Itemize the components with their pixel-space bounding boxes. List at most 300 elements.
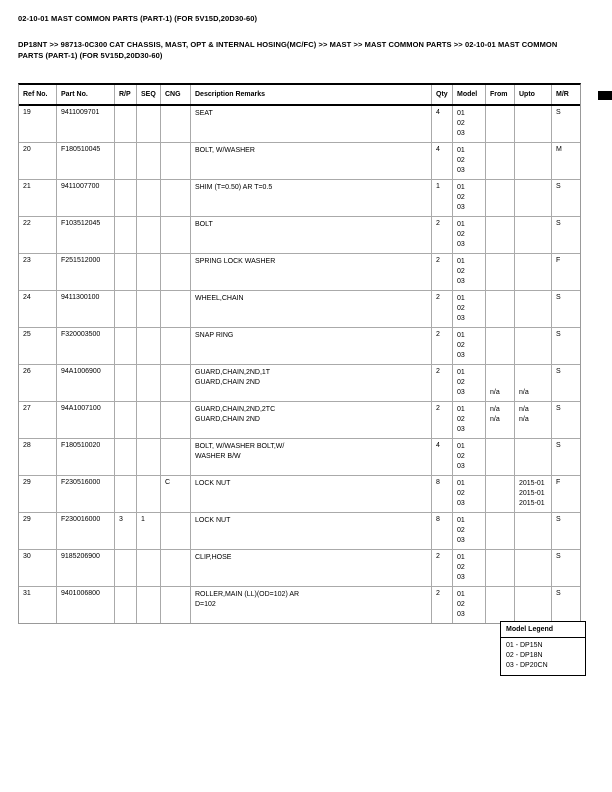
cell-qty: 4 (432, 439, 453, 475)
cell-from (486, 365, 515, 401)
cell-line: 03 (457, 241, 465, 248)
cell-upto (515, 254, 552, 290)
cell-mr: S (556, 590, 561, 597)
cell-line: 03 (457, 611, 465, 618)
cell-line: 03 (457, 537, 465, 544)
cell-seq (137, 254, 161, 290)
cell-cng (161, 550, 191, 586)
cell-line (490, 119, 511, 129)
cell-line: 01 (457, 443, 465, 450)
cell-from (486, 217, 515, 253)
model-legend-items (501, 638, 585, 675)
header-ref: Ref No. (19, 85, 57, 104)
cell-seq: 1 (137, 513, 161, 549)
cell-line: BOLT (195, 221, 213, 228)
cell-line: 2015-01 (519, 480, 545, 487)
cell-line: 01 (457, 184, 465, 191)
cell-seq (137, 439, 161, 475)
cell-model (453, 291, 486, 327)
cell-line (490, 230, 511, 240)
cell-ref: 20 (19, 143, 57, 179)
cell-line (490, 610, 511, 620)
cell-qty: 2 (432, 587, 453, 623)
cell-from (486, 254, 515, 290)
cell-rp (115, 365, 137, 401)
cell-line: 03 (457, 574, 465, 581)
cell-mr: S (556, 442, 561, 449)
cell-model (453, 143, 486, 179)
cell-qty: 8 (432, 513, 453, 549)
header-qty: Qty (432, 85, 453, 104)
cell-line (519, 257, 548, 267)
cell-line: 02 (457, 231, 465, 238)
cell-desc (191, 180, 432, 216)
cell-line: 03 (457, 315, 465, 322)
cell-line: D=102 (195, 601, 216, 608)
cell-rp (115, 180, 137, 216)
cell-line: 01 (457, 480, 465, 487)
cell-line (519, 331, 548, 341)
cell-line: 01 (457, 554, 465, 561)
cell-line (519, 600, 548, 610)
cell-line (519, 183, 548, 193)
cell-line (519, 368, 548, 378)
cell-line (490, 294, 511, 304)
cell-upto (515, 513, 552, 549)
cell-line: 03 (457, 426, 465, 433)
cell-ref: 22 (19, 217, 57, 253)
cell-line (519, 536, 548, 546)
cell-line (519, 129, 548, 139)
cell-rp (115, 550, 137, 586)
table-row (19, 106, 580, 143)
table-row (19, 513, 580, 550)
cell-line: GUARD,CHAIN,2ND,2TC (195, 406, 276, 413)
cell-line: 02 (457, 342, 465, 349)
cell-line (519, 590, 548, 600)
cell-part: 9411007700 (57, 180, 115, 216)
cell-line: 03 (457, 167, 465, 174)
cell-line (519, 563, 548, 573)
cell-line: 02 (457, 157, 465, 164)
cell-qty: 1 (432, 180, 453, 216)
cell-line (490, 378, 511, 388)
cell-cng (161, 254, 191, 290)
cell-cng: C (161, 476, 191, 512)
cell-desc (191, 291, 432, 327)
cell-cng (161, 587, 191, 623)
cell-line: GUARD,CHAIN 2ND (195, 379, 260, 386)
cell-qty: 2 (432, 365, 453, 401)
cell-from (486, 476, 515, 512)
cell-line: SNAP RING (195, 332, 234, 339)
cell-line: n/a (490, 406, 500, 413)
cell-line (490, 240, 511, 250)
cell-mr: S (556, 405, 561, 412)
cell-line: SPRING LOCK WASHER (195, 258, 276, 265)
cell-line (519, 442, 548, 452)
cell-line (519, 351, 548, 361)
cell-line (490, 452, 511, 462)
cell-line: LOCK NUT (195, 517, 231, 524)
cell-line: CLIP,HOSE (195, 554, 232, 561)
cell-model (453, 217, 486, 253)
cell-upto (515, 476, 552, 512)
cell-cng (161, 106, 191, 142)
cell-line (519, 573, 548, 583)
cell-line (519, 193, 548, 203)
cell-line: GUARD,CHAIN,2ND,1T (195, 369, 271, 376)
cell-model (453, 550, 486, 586)
cell-rp (115, 587, 137, 623)
table-row (19, 476, 580, 513)
cell-from (486, 328, 515, 364)
cell-line (519, 378, 548, 388)
cell-line: WASHER B/W (195, 453, 241, 460)
cell-line (490, 341, 511, 351)
header-upto: Upto (515, 85, 552, 104)
cell-part: F230016000 (57, 513, 115, 549)
cell-line: SHIM (T=0.50) AR T=0.5 (195, 184, 273, 191)
cell-mr: S (556, 516, 561, 523)
cell-mr: S (556, 183, 561, 190)
header-rp: R/P (115, 85, 137, 104)
cell-desc (191, 365, 432, 401)
cell-line: n/a (519, 416, 529, 423)
cell-rp (115, 143, 137, 179)
cell-upto (515, 550, 552, 586)
cell-line: 03 (457, 204, 465, 211)
cell-mr: F (556, 257, 561, 264)
cell-desc (191, 513, 432, 549)
cell-model (453, 587, 486, 623)
header-mr: M/R (556, 91, 569, 98)
page-title: 02-10-01 MAST COMMON PARTS (PART-1) (FOR 5V15D,20D30-60) (18, 14, 258, 23)
cell-line: n/a (490, 389, 500, 396)
parts-table (18, 83, 581, 624)
breadcrumb: DP18NT >> 98713-0C300 CAT CHASSIS, MAST, OPT & INTERNAL HOSING(MC/FC) >> MAST >> MAST COMMON PARTS >> 02-10-01 MAST COMMON PARTS (PART-1) (FOR 5V15D,20D30-60) (18, 40, 558, 60)
cell-mr: M (556, 146, 562, 153)
model-legend-item: 03 - DP20CN (506, 662, 548, 669)
cell-line (519, 526, 548, 536)
cell-seq (137, 143, 161, 179)
cell-qty: 2 (432, 254, 453, 290)
cell-line (490, 351, 511, 361)
cell-line (490, 203, 511, 213)
cell-line: 03 (457, 130, 465, 137)
table-row (19, 365, 580, 402)
cell-line: 03 (457, 278, 465, 285)
table-row (19, 328, 580, 365)
cell-line (490, 536, 511, 546)
cell-line (519, 277, 548, 287)
cell-rp (115, 402, 137, 438)
table-row (19, 180, 580, 217)
cell-line (519, 452, 548, 462)
cell-desc (191, 217, 432, 253)
cell-line: 01 (457, 221, 465, 228)
cell-line (519, 304, 548, 314)
header-from: From (486, 85, 515, 104)
cell-from (486, 550, 515, 586)
cell-line: 02 (457, 305, 465, 312)
cell-model (453, 328, 486, 364)
header-model: Model (453, 85, 486, 104)
cell-line: 01 (457, 295, 465, 302)
cell-line (490, 573, 511, 583)
cell-line (519, 314, 548, 324)
cell-model (453, 365, 486, 401)
cell-part: F251512000 (57, 254, 115, 290)
model-legend-title: Model Legend (501, 622, 585, 638)
cell-seq (137, 587, 161, 623)
cell-seq (137, 402, 161, 438)
cell-line (519, 220, 548, 230)
cell-line (490, 193, 511, 203)
table-row (19, 587, 580, 623)
cell-line (490, 277, 511, 287)
cell-line: ROLLER,MAIN (LL)(OD=102) AR (195, 591, 300, 598)
cell-desc (191, 402, 432, 438)
cell-line (519, 462, 548, 472)
cell-ref: 23 (19, 254, 57, 290)
cell-seq (137, 365, 161, 401)
cell-ref: 26 (19, 365, 57, 401)
cell-cng (161, 328, 191, 364)
cell-upto (515, 365, 552, 401)
cell-qty: 2 (432, 291, 453, 327)
cell-rp (115, 476, 137, 512)
cell-line (490, 109, 511, 119)
cell-mr: S (556, 553, 561, 560)
cell-from (486, 106, 515, 142)
cell-line (519, 610, 548, 620)
cell-ref: 24 (19, 291, 57, 327)
cell-cng (161, 217, 191, 253)
cell-qty: 4 (432, 106, 453, 142)
cell-seq (137, 106, 161, 142)
cell-line (490, 590, 511, 600)
cell-seq (137, 291, 161, 327)
cell-qty: 2 (432, 217, 453, 253)
cell-line (490, 425, 511, 435)
cell-line: 02 (457, 379, 465, 386)
cell-line: 01 (457, 591, 465, 598)
cell-from (486, 439, 515, 475)
cell-from (486, 180, 515, 216)
header-part: Part No. (57, 85, 115, 104)
cell-part: 9401006800 (57, 587, 115, 623)
table-row (19, 217, 580, 254)
table-row (19, 550, 580, 587)
cell-line: 02 (457, 268, 465, 275)
cell-part: F180510045 (57, 143, 115, 179)
cell-line: 02 (457, 453, 465, 460)
cell-ref: 28 (19, 439, 57, 475)
cell-mr: S (556, 331, 561, 338)
cell-from (486, 587, 515, 623)
cell-line: SEAT (195, 110, 213, 117)
cell-rp (115, 328, 137, 364)
cell-line (490, 156, 511, 166)
cell-line (490, 220, 511, 230)
cell-from (486, 513, 515, 549)
cell-line (519, 166, 548, 176)
header-cng: CNG (161, 85, 191, 104)
cell-upto (515, 143, 552, 179)
cell-part: F320003500 (57, 328, 115, 364)
cell-line (519, 156, 548, 166)
cell-line: 02 (457, 564, 465, 571)
cell-line (490, 600, 511, 610)
cell-line: 02 (457, 120, 465, 127)
table-row (19, 402, 580, 439)
cell-model (453, 254, 486, 290)
cell-line: LOCK NUT (195, 480, 231, 487)
cell-ref: 19 (19, 106, 57, 142)
model-legend-item: 02 - DP18N (506, 652, 543, 659)
cell-ref: 29 (19, 476, 57, 512)
cell-upto (515, 291, 552, 327)
cell-part: 94A1006900 (57, 365, 115, 401)
model-legend (500, 621, 586, 676)
cell-desc (191, 587, 432, 623)
cell-line: GUARD,CHAIN 2ND (195, 416, 260, 423)
cell-upto (515, 439, 552, 475)
cell-line (490, 331, 511, 341)
cell-part: 9411300100 (57, 291, 115, 327)
cell-mr: F (556, 479, 561, 486)
cell-ref: 25 (19, 328, 57, 364)
cell-rp (115, 254, 137, 290)
cell-mr: S (556, 109, 561, 116)
cell-qty: 2 (432, 402, 453, 438)
cell-rp: 3 (115, 513, 137, 549)
cell-line (519, 294, 548, 304)
cell-rp (115, 439, 137, 475)
cell-ref: 27 (19, 402, 57, 438)
cell-line: 2015-01 (519, 490, 545, 497)
header-seq: SEQ (137, 85, 161, 104)
cell-model (453, 439, 486, 475)
cell-desc (191, 476, 432, 512)
cell-seq (137, 550, 161, 586)
cell-desc (191, 106, 432, 142)
cell-line (490, 146, 511, 156)
cell-part: F103512045 (57, 217, 115, 253)
cell-line: 02 (457, 527, 465, 534)
cell-line: BOLT, W/WASHER (195, 147, 255, 154)
cell-line (519, 267, 548, 277)
cell-line (490, 489, 511, 499)
table-row (19, 254, 580, 291)
cell-line: 03 (457, 389, 465, 396)
cell-line (490, 462, 511, 472)
table-header-row (19, 85, 580, 106)
cell-line: 03 (457, 463, 465, 470)
cell-line (519, 553, 548, 563)
cell-part: 9185206900 (57, 550, 115, 586)
cell-line (490, 563, 511, 573)
cell-line: 01 (457, 147, 465, 154)
cell-ref: 30 (19, 550, 57, 586)
cell-from (486, 291, 515, 327)
cell-model (453, 180, 486, 216)
cell-line (490, 129, 511, 139)
cell-upto (515, 587, 552, 623)
cell-desc (191, 254, 432, 290)
cell-line: 01 (457, 517, 465, 524)
model-legend-item: 01 - DP15N (506, 642, 543, 649)
cell-line (490, 166, 511, 176)
cell-line (490, 526, 511, 536)
cell-qty: 2 (432, 550, 453, 586)
cell-desc (191, 328, 432, 364)
cell-model (453, 106, 486, 142)
cell-model (453, 402, 486, 438)
cell-line: WHEEL,CHAIN (195, 295, 244, 302)
cell-from (486, 143, 515, 179)
cell-line (490, 314, 511, 324)
cell-line (490, 516, 511, 526)
cell-line (519, 230, 548, 240)
cell-cng (161, 143, 191, 179)
cell-line (490, 304, 511, 314)
cell-model (453, 513, 486, 549)
page-edge-mark (598, 91, 612, 100)
cell-part: F180510020 (57, 439, 115, 475)
cell-model (453, 476, 486, 512)
cell-line (519, 203, 548, 213)
cell-line (490, 442, 511, 452)
cell-line (490, 267, 511, 277)
cell-upto (515, 180, 552, 216)
cell-desc (191, 439, 432, 475)
cell-cng (161, 291, 191, 327)
cell-qty: 4 (432, 143, 453, 179)
cell-desc (191, 143, 432, 179)
cell-upto (515, 217, 552, 253)
cell-seq (137, 328, 161, 364)
header-desc: Description Remarks (191, 85, 432, 104)
cell-line: 01 (457, 332, 465, 339)
cell-from (486, 402, 515, 438)
cell-line (490, 479, 511, 489)
cell-line: 01 (457, 110, 465, 117)
cell-line: 02 (457, 490, 465, 497)
cell-mr: S (556, 368, 561, 375)
table-row (19, 439, 580, 476)
cell-line (490, 553, 511, 563)
cell-part: 94A1007100 (57, 402, 115, 438)
cell-seq (137, 476, 161, 512)
cell-line (519, 119, 548, 129)
cell-upto (515, 402, 552, 438)
cell-rp (115, 291, 137, 327)
cell-qty: 2 (432, 328, 453, 364)
cell-line (519, 341, 548, 351)
cell-cng (161, 365, 191, 401)
cell-line: n/a (490, 416, 500, 423)
cell-line (490, 183, 511, 193)
cell-line: 02 (457, 194, 465, 201)
cell-seq (137, 217, 161, 253)
cell-part: F230516000 (57, 476, 115, 512)
cell-line: 01 (457, 258, 465, 265)
cell-line: 03 (457, 352, 465, 359)
cell-mr: S (556, 220, 561, 227)
cell-line (519, 109, 548, 119)
